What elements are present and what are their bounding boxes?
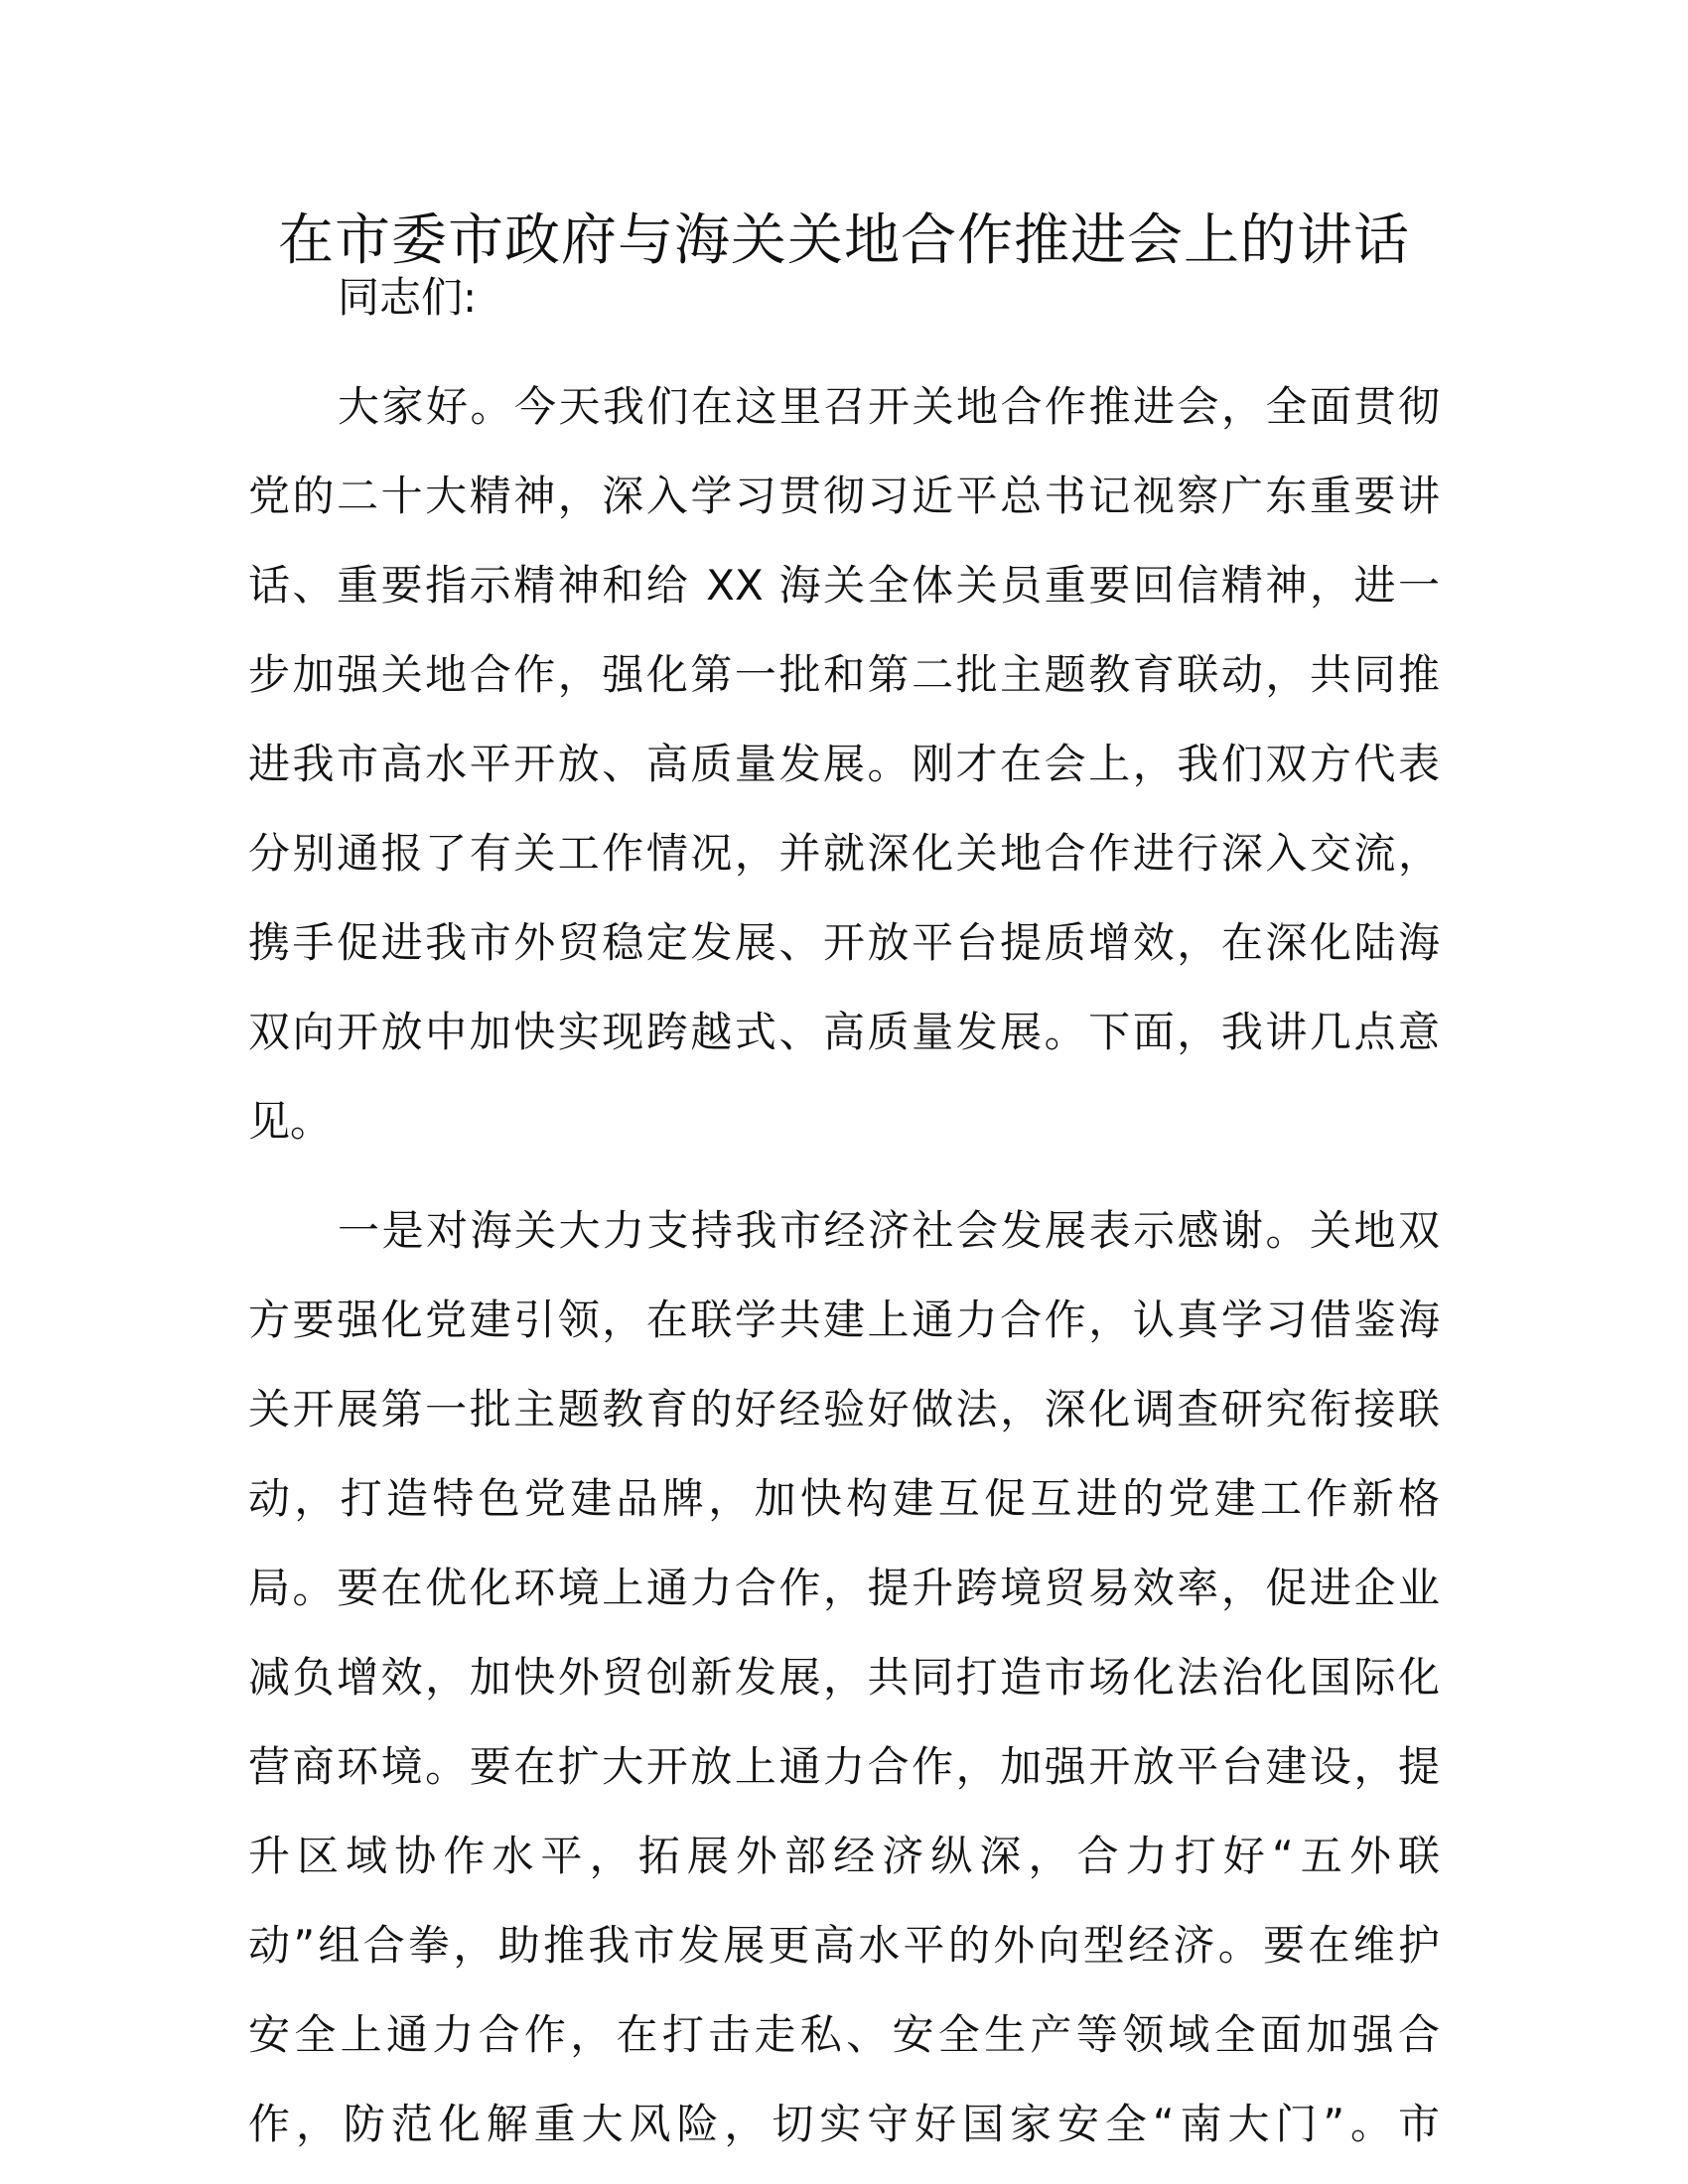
text-line: 动”组合拳，助推我市发展更高水平的外向型经济。要在维护 — [248, 1921, 1440, 1970]
text-line: 方要强化党建引领，在联学共建上通力合作，认真学习借鉴海 — [248, 1296, 1440, 1344]
text-line: 大家好。今天我们在这里召开关地合作推进会，全面贯彻 — [338, 382, 1440, 431]
text-line: 携手促进我市外贸稳定发展、开放平台提质增效，在深化陆海 — [248, 918, 1440, 967]
text-line: 步加强关地合作，强化第一批和第二批主题教育联动，共同推 — [248, 650, 1440, 699]
document-body — [248, 253, 1440, 2169]
text-line: 营商环境。要在扩大开放上通力合作，加强开放平台建设，提 — [248, 1742, 1440, 1791]
text-line: 作，防范化解重大风险，切实守好国家安全“南大门”。市 — [248, 2100, 1440, 2148]
document-title: 在市委市政府与海关关地合作推进会上的讲话 — [278, 208, 1410, 273]
text-line: 见。 — [248, 1097, 333, 1146]
text-line: 动，打造特色党建品牌，加快构建互促互进的党建工作新格 — [248, 1474, 1440, 1523]
text-line: 安全上通力合作，在打击走私、安全生产等领域全面加强合 — [248, 2010, 1440, 2059]
text-line: 一是对海关大力支持我市经济社会发展表示感谢。关地双 — [338, 1206, 1440, 1255]
text-line: 减负增效，加快外贸创新发展，共同打造市场化法治化国际化 — [248, 1653, 1440, 1702]
paragraph-gap — [248, 1166, 1440, 1186]
text-line: 党的二十大精神，深入学习贯彻习近平总书记视察广东重要讲 — [248, 472, 1440, 520]
paragraph-gap — [248, 342, 1440, 362]
text-line: 升区域协作水平，拓展外部经济纵深，合力打好“五外联 — [248, 1832, 1440, 1880]
paragraph-1 — [248, 362, 1440, 1166]
text-line: 局。要在优化环境上通力合作，提升跨境贸易效率，促进企业 — [248, 1564, 1440, 1612]
paragraph-2 — [248, 1186, 1440, 2169]
text-line: 双向开放中加快实现跨越式、高质量发展。下面，我讲几点意 — [248, 1008, 1440, 1056]
text-line: 分别通报了有关工作情况，并就深化关地合作进行深入交流， — [248, 829, 1440, 878]
salutation: 同志们: — [338, 273, 478, 322]
text-line: 话、重要指示精神和给 XX 海关全体关员重要回信精神，进一 — [248, 561, 1440, 610]
text-line: 关开展第一批主题教育的好经验好做法，深化调查研究衔接联 — [248, 1385, 1440, 1433]
text-line: 进我市高水平开放、高质量发展。刚才在会上，我们双方代表 — [248, 740, 1440, 788]
